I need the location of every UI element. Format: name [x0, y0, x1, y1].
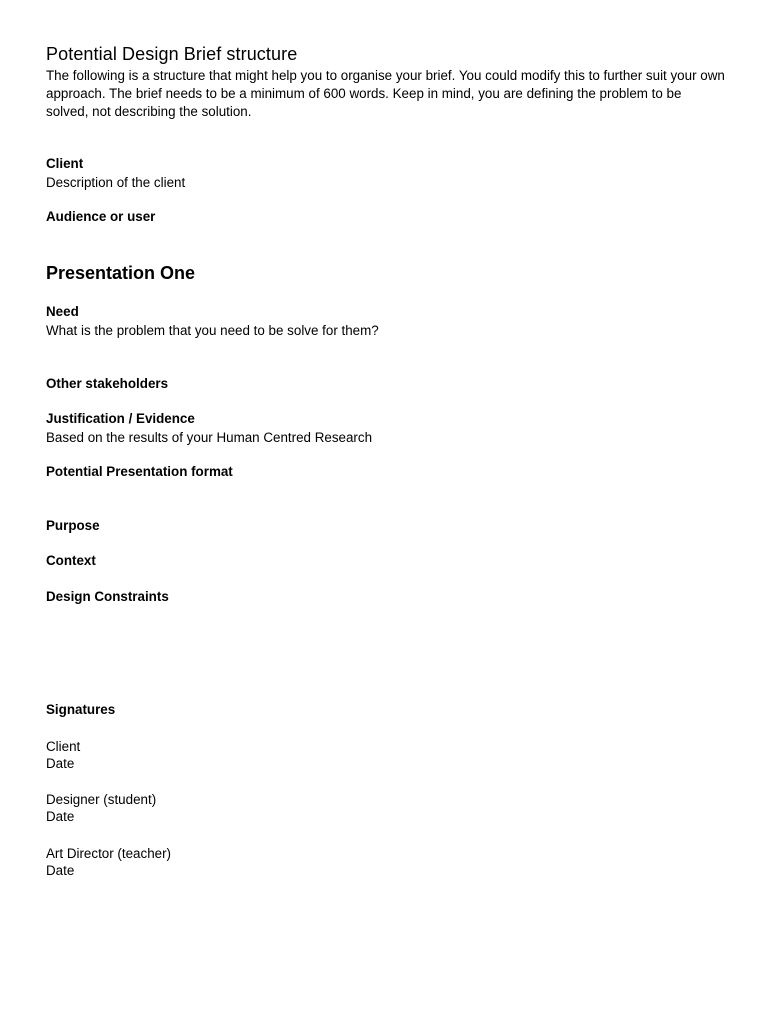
intro-paragraph: The following is a structure that might help you to organise your brief. You could modify this to further suit your own approach. The brief needs to be a minimum of 600 words. Keep in mind, you are defining the problem to be solved, not describing the solution. [46, 68, 725, 119]
justification-heading: Justification / Evidence [46, 411, 195, 426]
signature-director: Art Director (teacher) [46, 846, 172, 861]
signature-director-date: Date [46, 863, 75, 878]
client-heading: Client [46, 156, 84, 171]
signatures-heading: Signatures [46, 702, 116, 717]
constraints-heading: Design Constraints [46, 589, 169, 604]
document-title: Potential Design Brief structure [46, 44, 298, 64]
context-heading: Context [46, 553, 96, 568]
signature-designer-date: Date [46, 809, 75, 824]
client-description: Description of the client [46, 175, 186, 190]
stakeholders-heading: Other stakeholders [46, 376, 169, 391]
justification-description: Based on the results of your Human Centred Research [46, 430, 373, 445]
signature-designer: Designer (student) [46, 792, 157, 807]
purpose-heading: Purpose [46, 518, 100, 533]
need-description: What is the problem that you need to be solve for them? [46, 323, 379, 338]
signature-client-date: Date [46, 756, 75, 771]
need-heading: Need [46, 304, 79, 319]
format-heading: Potential Presentation format [46, 464, 233, 479]
audience-heading: Audience or user [46, 209, 156, 224]
presentation-heading: Presentation One [46, 263, 196, 283]
signature-client: Client [46, 739, 81, 754]
